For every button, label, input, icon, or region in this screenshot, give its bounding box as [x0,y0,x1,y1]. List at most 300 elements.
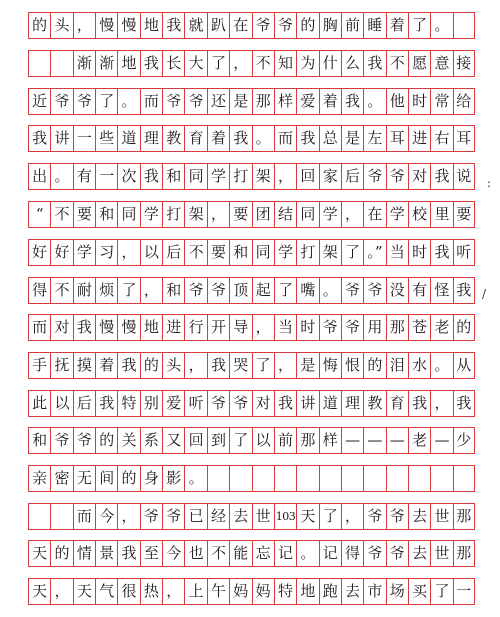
grid-row [28,503,475,529]
grid-cell: 103 [274,503,296,529]
grid-cell: 恨 [341,352,363,378]
grid-cell: 爷 [386,163,408,189]
grid-cell: 我 [162,12,184,38]
grid-cell: 后 [73,390,95,416]
grid-cell: 气 [95,578,117,604]
grid-cell: ， [430,390,452,416]
grid-cell: 教 [162,125,184,151]
grid-cell: 对 [252,390,274,416]
grid-cell: 那 [453,503,475,529]
grid-cell: ， [274,352,296,378]
grid-row [28,277,475,303]
grid-cell: 别 [140,390,162,416]
grid-cell: 打 [162,201,184,227]
grid-cell: 了 [207,50,229,76]
grid-cell: 。 [117,88,139,114]
grid-cell: 买 [408,578,430,604]
grid-row [28,465,475,491]
grid-cell [28,50,50,76]
grid-cell: 着 [319,88,341,114]
grid-cell: 前 [274,427,296,453]
grid-cell: 密 [50,465,72,491]
row-bottom-line [28,453,475,454]
grid-cell: 进 [162,314,184,340]
grid-cell: 身 [140,465,162,491]
grid-cell: 的 [140,352,162,378]
grid-cell: ， [252,314,274,340]
grid-cell [386,465,408,491]
grid-cell: 睡 [363,12,385,38]
grid-cell: 爷 [341,314,363,340]
grid-cell: 不 [50,277,72,303]
grid-cell: 后 [341,163,363,189]
grid-cell: 我 [430,239,452,265]
grid-row [28,427,475,453]
grid-cell: 育 [386,390,408,416]
grid-cell: 还 [207,88,229,114]
margin-mark: : [487,176,492,190]
grid-cell: 以 [140,239,162,265]
grid-cell: 回 [296,163,318,189]
grid-cell: 学 [274,239,296,265]
grid-cell: 以 [252,427,274,453]
grid-cell: 也 [184,540,206,566]
grid-row [28,12,475,38]
grid-cell: 天 [296,503,318,529]
grid-cell: 没 [386,277,408,303]
grid-cell: 爷 [386,503,408,529]
grid-cell: 是 [229,88,251,114]
grid-cell: 愿 [408,50,430,76]
grid-cell: 对 [408,163,430,189]
grid-cell: 和 [95,201,117,227]
grid-cell: 行 [184,314,206,340]
grid-cell: 那 [386,314,408,340]
grid-cell: ， [341,201,363,227]
grid-cell: 了 [341,239,363,265]
grid-cell: 趴 [207,12,229,38]
grid-cell [363,465,385,491]
grid-cell: 又 [162,427,184,453]
grid-cell: 亲 [28,465,50,491]
grid-cell: 道 [319,390,341,416]
grid-cell: 起 [252,277,274,303]
grid-cell: 爷 [50,88,72,114]
grid-cell: 同 [184,163,206,189]
grid-cell: 习 [95,239,117,265]
grid-cell: 爷 [140,503,162,529]
grid-cell: 爷 [341,277,363,303]
grid-cell: 能 [229,540,251,566]
grid-cell: 爱 [296,88,318,114]
row-bottom-line [28,151,475,152]
grid-cell: 不 [50,201,72,227]
grid-cell: ， [73,12,95,38]
grid-cell: 常 [430,88,452,114]
grid-cell [274,465,296,491]
grid-cell: 在 [363,201,385,227]
grid-cell: 些 [95,125,117,151]
grid-row [28,201,475,227]
grid-cell: 架 [184,201,206,227]
grid-cell: ， [50,578,72,604]
grid-cell: 理 [140,125,162,151]
grid-cell: 里 [430,201,452,227]
grid-cell [50,503,72,529]
grid-cell: 我 [453,277,475,303]
grid-cell: 水 [408,352,430,378]
grid-cell: 出 [28,163,50,189]
grid-cell: 进 [408,125,430,151]
grid-cell: ， [140,277,162,303]
grid-cell: 家 [319,163,341,189]
grid-cell: 影 [162,465,184,491]
grid-cell: 么 [341,50,363,76]
grid-cell: 场 [386,578,408,604]
grid-cell: 一 [73,125,95,151]
grid-cell: 和 [162,277,184,303]
grid-cell: 时 [408,88,430,114]
grid-cell: 我 [341,88,363,114]
grid-cell: 了 [274,277,296,303]
row-bottom-line [28,378,475,379]
grid-cell: 关 [117,427,139,453]
grid-cell: 不 [207,540,229,566]
grid-cell: 老 [408,427,430,453]
grid-cell: 爷 [207,390,229,416]
grid-cell: 大 [184,50,206,76]
grid-row [28,540,475,566]
grid-cell: 地 [140,12,162,38]
grid-cell: 打 [229,163,251,189]
grid-cell: 而 [28,314,50,340]
grid-cell: 经 [207,503,229,529]
grid-cell: 了 [408,12,430,38]
grid-row [28,88,475,114]
grid-cell [341,465,363,491]
grid-cell [296,465,318,491]
grid-cell: 结 [274,201,296,227]
row-bottom-line [28,76,475,77]
grid-cell: ， [274,163,296,189]
grid-cell: 爷 [229,390,251,416]
grid-cell: 老 [430,314,452,340]
grid-cell: 学 [386,201,408,227]
grid-cell: 时 [296,314,318,340]
grid-cell: 上 [184,578,206,604]
grid-cell: 和 [162,163,184,189]
grid-cell: 学 [319,201,341,227]
grid-cell: 顶 [229,277,251,303]
grid-cell: 学 [207,163,229,189]
grid-cell: 而 [140,88,162,114]
grid-cell: 架 [319,239,341,265]
grid-cell: 了 [252,352,274,378]
grid-cell: 头 [162,352,184,378]
grid-cell: 了 [430,578,452,604]
grid-cell: 爷 [252,12,274,38]
grid-cell: 跑 [319,578,341,604]
grid-cell: ， [341,503,363,529]
grid-cell: 去 [408,540,430,566]
grid-cell: 学 [73,239,95,265]
grid-cell: 那 [453,540,475,566]
grid-cell: — [341,427,363,453]
grid-cell: 嘴 [296,277,318,303]
grid-cell: 手 [28,352,50,378]
grid-cell: 地 [140,314,162,340]
grid-cell: 同 [117,201,139,227]
grid-cell: 教 [363,390,385,416]
grid-cell: 同 [252,239,274,265]
grid-cell: 的 [296,12,318,38]
grid-cell: 同 [296,201,318,227]
grid-cell: 哭 [229,352,251,378]
grid-cell: 慢 [95,314,117,340]
grid-cell: 意 [430,50,452,76]
grid-cell: 头 [50,12,72,38]
row-bottom-line [28,604,475,605]
grid-cell: 爷 [207,277,229,303]
grid-cell: 当 [274,314,296,340]
row-bottom-line [28,416,475,417]
grid-cell [319,465,341,491]
grid-row [28,352,475,378]
row-bottom-line [28,227,475,228]
grid-cell: 我 [363,50,385,76]
grid-cell: 爷 [363,163,385,189]
grid-cell: 耳 [386,125,408,151]
grid-cell [28,503,50,529]
grid-cell: 听 [184,390,206,416]
grid-cell: 忘 [252,540,274,566]
grid-cell: 去 [408,503,430,529]
row-bottom-line [28,265,475,266]
grid-row [28,239,475,265]
grid-cell: 我 [95,390,117,416]
grid-cell: 爷 [162,503,184,529]
grid-cell: 今 [95,503,117,529]
grid-cell: 特 [117,390,139,416]
grid-cell: 我 [229,125,251,151]
grid-cell: 不 [386,50,408,76]
grid-cell: 天 [73,578,95,604]
grid-cell: 爷 [363,540,385,566]
grid-cell: 耳 [453,125,475,151]
grid-cell: 渐 [73,50,95,76]
grid-cell: 道 [117,125,139,151]
grid-cell: 无 [73,465,95,491]
row-bottom-line [28,114,475,115]
grid-cell: 理 [341,390,363,416]
grid-cell: 近 [28,88,50,114]
grid-cell: 我 [117,352,139,378]
grid-cell: 讲 [50,125,72,151]
grid-cell: 那 [296,427,318,453]
grid-cell: 慢 [117,12,139,38]
grid-row [28,125,475,151]
grid-cell: 学 [140,201,162,227]
grid-cell: 什 [319,50,341,76]
grid-cell: 。 [319,277,341,303]
grid-cell [453,465,475,491]
grid-cell: 着 [207,125,229,151]
grid-cell [408,465,430,491]
grid-cell: 用 [363,314,385,340]
row-bottom-line [28,38,475,39]
grid-cell: 导 [229,314,251,340]
grid-cell: 慢 [95,12,117,38]
grid-cell: ， [229,50,251,76]
grid-cell: 当 [386,239,408,265]
grid-cell: 爷 [363,503,385,529]
grid-cell: 爷 [73,88,95,114]
grid-cell: 摸 [73,352,95,378]
grid-cell: 对 [50,314,72,340]
grid-cell: 后 [162,239,184,265]
grid-cell: 景 [95,540,117,566]
grid-cell: 育 [184,125,206,151]
grid-cell: 得 [28,277,50,303]
row-bottom-line [28,529,475,530]
row-bottom-line [28,189,475,190]
margin-mark: / [482,287,487,301]
grid-cell: ， [207,201,229,227]
grid-cell: 就 [184,12,206,38]
grid-row [28,578,475,604]
grid-cell: 去 [341,578,363,604]
grid-cell: 怪 [430,277,452,303]
grid-cell: 有 [73,163,95,189]
grid-cell: 爷 [162,88,184,114]
grid-cell: 要 [207,239,229,265]
grid-cell: 是 [296,352,318,378]
grid-cell: 慢 [117,314,139,340]
grid-cell: 打 [296,239,318,265]
grid-cell: 校 [408,201,430,227]
grid-cell: 去 [229,503,251,529]
grid-cell: 了 [319,503,341,529]
grid-cell: 要 [73,201,95,227]
grid-cell: 不 [252,50,274,76]
grid-cell: 。 [363,88,385,114]
grid-cell: 爷 [184,88,206,114]
grid-cell: 记 [319,540,341,566]
grid-cell: 我 [207,352,229,378]
grid-cell: 说 [453,163,475,189]
row-bottom-line [28,340,475,341]
grid-cell: 是 [341,125,363,151]
grid-cell [207,465,229,491]
grid-cell: 要 [229,201,251,227]
grid-cell: 爷 [319,314,341,340]
grid-cell: 给 [453,88,475,114]
grid-cell: 和 [229,239,251,265]
grid-cell: 妈 [252,578,274,604]
grid-cell: ， [162,578,184,604]
grid-row [28,314,475,340]
grid-cell: 长 [162,50,184,76]
row-bottom-line [28,303,475,304]
grid-cell: 情 [73,540,95,566]
grid-cell: 爱 [162,390,184,416]
grid-cell: 。 [184,465,206,491]
grid-cell: — [386,427,408,453]
grid-cell: 我 [453,390,475,416]
row-bottom-line [28,491,475,492]
grid-cell: 总 [319,125,341,151]
grid-cell: 为 [296,50,318,76]
grid-cell: 我 [296,125,318,151]
grid-cell [50,50,72,76]
grid-cell: 的 [28,12,50,38]
grid-cell: 前 [341,12,363,38]
grid-cell: 世 [430,503,452,529]
grid-cell: 至 [140,540,162,566]
grid-cell: 以 [50,390,72,416]
grid-cell: 午 [207,578,229,604]
grid-row [28,390,475,416]
grid-cell: 爷 [386,540,408,566]
grid-cell: 。 [296,540,318,566]
grid-cell: 那 [252,88,274,114]
grid-cell: 爷 [73,427,95,453]
grid-cell: 听 [453,239,475,265]
grid-cell: 。 [252,125,274,151]
grid-cell: 要 [453,201,475,227]
grid-cell: 我 [117,540,139,566]
grid-cell: 样 [274,88,296,114]
grid-cell: 天 [28,578,50,604]
grid-cell: 时 [408,239,430,265]
grid-cell [252,465,274,491]
grid-cell: 。 [430,12,452,38]
grid-row [28,50,475,76]
grid-cell: 知 [274,50,296,76]
grid-cell: 而 [73,503,95,529]
grid-cell: 好 [28,239,50,265]
grid-cell: 我 [140,50,162,76]
grid-cell: 苍 [408,314,430,340]
grid-cell: ， [117,239,139,265]
grid-cell: 天 [28,540,50,566]
grid-cell: 次 [117,163,139,189]
grid-cell: 我 [430,163,452,189]
grid-cell: 烦 [95,277,117,303]
grid-cell: 我 [274,390,296,416]
grid-cell: 爷 [363,277,385,303]
grid-cell: 热 [140,578,162,604]
grid-cell: 爷 [50,427,72,453]
grid-cell [229,465,251,491]
grid-cell: 了 [117,277,139,303]
grid-cell: 我 [408,390,430,416]
grid-cell: 。” [363,239,385,265]
grid-cell: 的 [117,465,139,491]
grid-cell: 回 [184,427,206,453]
grid-cell: 一 [453,578,475,604]
grid-cell: 接 [453,50,475,76]
grid-cell: 胸 [319,12,341,38]
row-bottom-line [28,566,475,567]
grid-cell: — [430,427,452,453]
grid-cell: 世 [430,540,452,566]
grid-cell: 我 [73,314,95,340]
grid-cell: 此 [28,390,50,416]
grid-cell: 地 [117,50,139,76]
grid-cell: 已 [184,503,206,529]
grid-cell: 着 [95,352,117,378]
